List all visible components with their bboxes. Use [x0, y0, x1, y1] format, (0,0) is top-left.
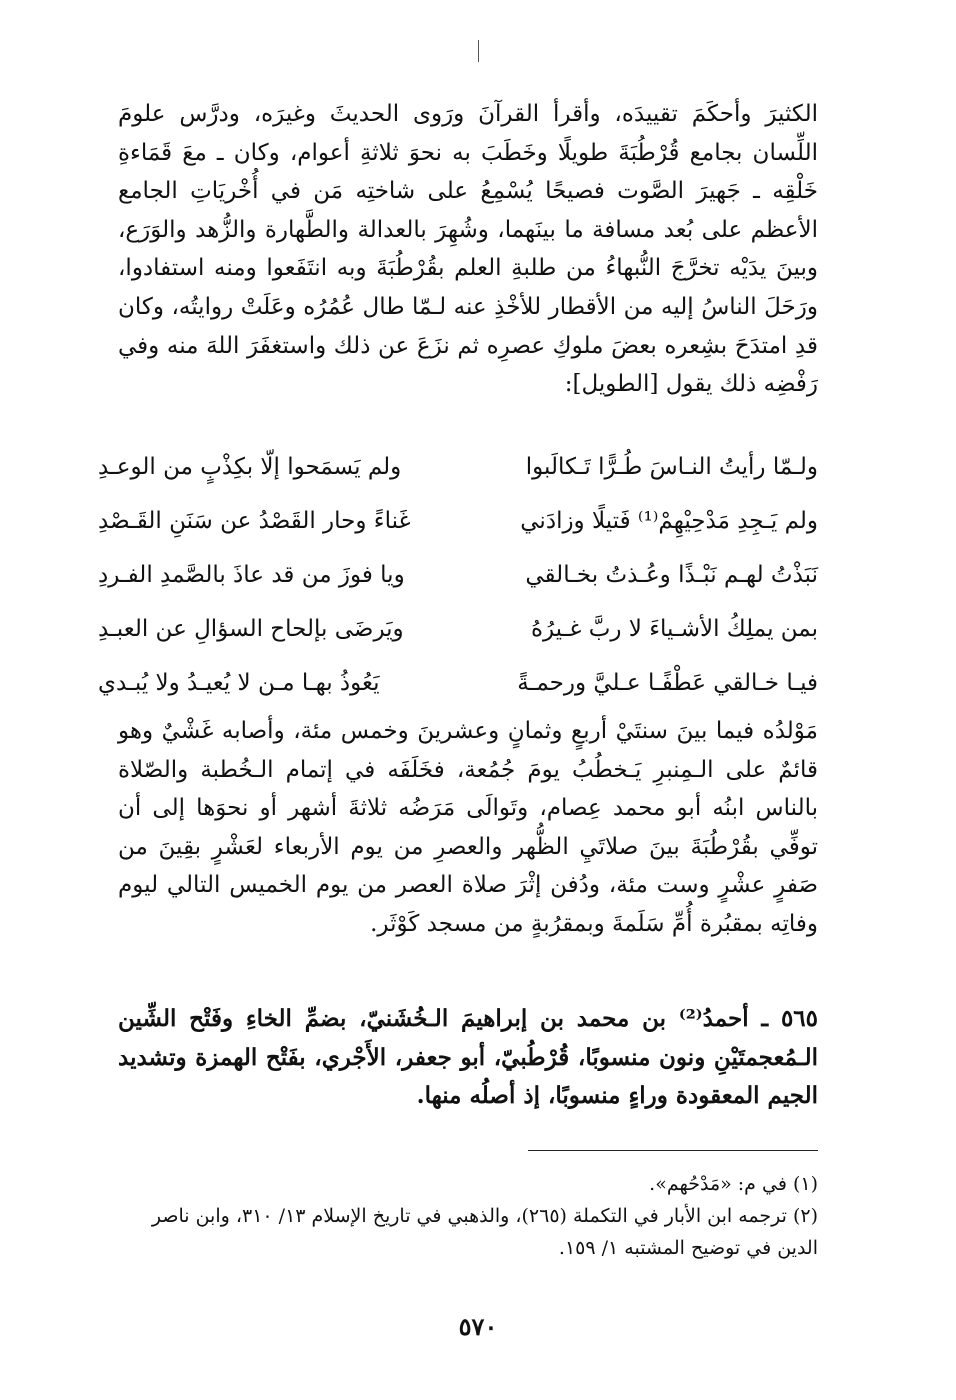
entry-name: أحمدُ⁽²⁾	[678, 1005, 749, 1032]
paragraph-1	[118, 95, 818, 404]
verse-4-first-hemistich: بمن يملِكُ الأشـياءَ لا ربَّ غـيرُهُ	[530, 616, 818, 642]
poem	[98, 440, 818, 710]
verse-3-second-hemistich: ويا فوزَ من قد عاذَ بالصَّمدِ الفـردِ	[98, 562, 405, 588]
gutter-mark	[478, 40, 479, 62]
verse-2-second-hemistich: غَناءً وحار القَصْدُ عن سَنَنِ القَـصْدِ	[98, 508, 411, 534]
verse-2	[98, 494, 818, 548]
entry-text	[118, 1000, 818, 1116]
entry-number: ٥٦٥ ـ	[761, 1005, 819, 1032]
verse-5-second-hemistich: يَعُوذُ بهـا مـن لا يُعيـدُ ولا يُبـدي	[98, 670, 380, 696]
footnote-2: (٢) ترجمه ابن الأبار في التكملة (٢٦٥)، والذهبي في تاريخ الإسلام ١٣/ ٣١٠، وابن ناصر الدين في توضيح المشتبه ١/ ١٥٩.	[151, 1205, 818, 1259]
entry-body: بن محمد بن إبراهيمَ الـخُشَنيّ، بضمِّ الخاءِ وفَتْح الشِّين الـمُعجمتَيْنِ ونون منسوبًا، قُرْطُبيّ، أبو جعفر، الأَجْري، بفَتْح الهمزة وتشديد الجيم المعقودة وراءٍ منسوبًا، إذ أصلُه منها.	[118, 1005, 818, 1110]
paragraph-1-text: الكثيرَ وأحكَمَ تقييدَه، وأقرأ القرآنَ ورَوى الحديثَ وغيرَه، ودرَّس علومَ اللِّسان بجامع قُرْطُبَةَ طويلًا وخَطَبَ به نحوَ ثلاثةِ أعوام، وكان ـ معَ قَمَاءةِ خَلْقِه ـ جَهيرَ الصَّوت فصيحًا يُسْمِعُ على شاختِه مَن في أُخْريَاتِ الجامع الأعظم على بُعد مسافة ما بينَهما، وشُهِرَ بالعدالة والطَّهارة والزُّهد والوَرَع، وبينَ يدَيْه تخرَّجَ النُّبهاءُ من طلبةِ العلم بقُرْطُبَةَ وبه انتَفَعوا ومنه استفادوا، ورَحَلَ الناسُ إليه من الأقطار للأخْذِ عنه لـمّا طال عُمُرُه وعَلَتْ روايتُه، وكان قدِ امتدَحَ بشِعره بعضَ ملوكِ عصرِه ثم نزَعَ عن ذلك واستغفَرَ اللهَ منه وفي رَفْضِه ذلك يقول [الطويل]:	[118, 101, 818, 398]
verse-4-second-hemistich: ويَرضَى بإلحاح السؤالِ عن العبـدِ	[98, 616, 404, 642]
footnote-separator	[528, 1150, 818, 1151]
entry-565	[118, 1000, 818, 1116]
footnotes	[118, 1168, 818, 1264]
verse-3-first-hemistich: نَبَذْتُ لهـم نَبْـذًا وعُـذتُ بخـالقي	[525, 562, 818, 588]
paragraph-2	[118, 712, 818, 944]
verse-4	[98, 602, 818, 656]
page-number: ٥٧٠	[458, 1312, 498, 1341]
verse-5	[98, 656, 818, 710]
paragraph-2-text: مَوْلدُه فيما بينَ سنتَيْ أربعٍ وثمانٍ وعشرينَ وخمس مئة، وأصابه غَشْيٌ وهو قائمٌ على الـمِنبرِ يَـخطُبُ يومَ جُمُعة، فخَلَفَه في إتمام الـخُطبة والصّلاة بالناس ابنُه أبو محمد عِصام، وتَوالَى مَرَضُه ثلاثةَ أشهر أو نحوَها إلى أن توفِّي بقُرْطُبَةَ بينَ صلاتَيِ الظُّهر والعصرِ من يوم الأربعاء لعَشْرٍ بقِينَ من صَفرٍ عشْرٍ وست مئة، ودُفن إثْرَ صلاة العصر من يوم الخميس التالي ليوم وفاتِه بمقبُرة أُمِّ سَلَمةَ وبمقرُبةٍ من مسجد كَوْثَر.	[118, 718, 818, 937]
verse-2-first-hemistich: ولم يَـجِدِ مَدْحِيْهِمْ⁽¹⁾ فَتيلًا وزادَني	[520, 508, 818, 534]
verse-1-first-hemistich: ولـمّا رأيتُ النـاسَ طُـرًّا تَـكالَبوا	[525, 454, 818, 480]
verse-1	[98, 440, 818, 494]
verse-1-second-hemistich: ولم يَسمَحوا إلّا بكِذْبٍ من الوعـدِ	[98, 454, 402, 480]
verse-3	[98, 548, 818, 602]
footnote-1: (١) في م: «مَدْحُهم».	[649, 1173, 818, 1195]
verse-5-first-hemistich: فيـا خـالقي عَطْفًـا عـليَّ ورحمـةً	[517, 670, 818, 696]
